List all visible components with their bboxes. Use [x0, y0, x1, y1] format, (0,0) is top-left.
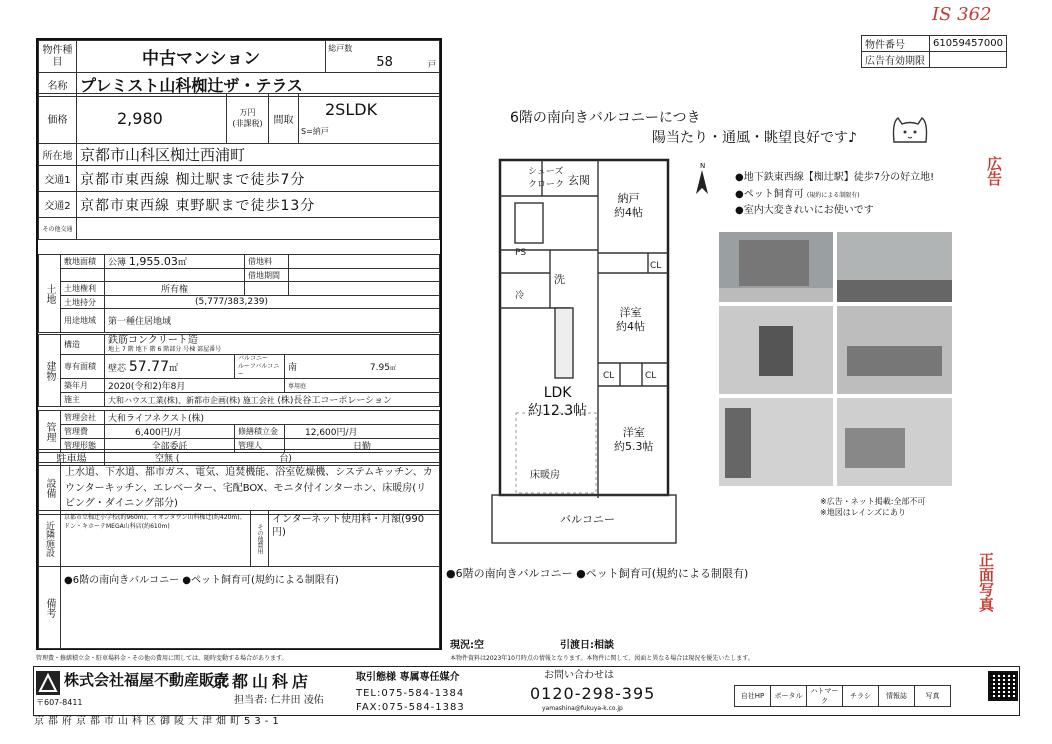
manager: 日勤 — [285, 439, 440, 453]
fp-western2-label: 洋室 — [622, 426, 645, 439]
property-details-panel — [36, 38, 442, 650]
balcony-label: バルコニー — [238, 355, 269, 362]
seller: 大和ハウス工業(株)、新都市企画(株) — [108, 396, 241, 406]
fp-western-2 — [614, 426, 654, 454]
fp-wash-label: 洗 — [554, 273, 565, 286]
fp-western-1 — [616, 306, 645, 334]
contact-label: お問い合わせは — [544, 670, 614, 681]
channel-magazine: 情報誌 — [879, 686, 915, 707]
fp-ps-label: PS — [515, 248, 527, 258]
building-section: 建物 — [39, 335, 61, 407]
bullet-1: ●地下鉄東西線【椥辻駅】徒歩7分の好立地! — [735, 172, 935, 183]
ad-expiry — [930, 52, 1007, 68]
total-units-label: 総戸数 — [328, 44, 353, 53]
address-label: 所在地 — [39, 144, 77, 166]
private-area-label: 専有面積 — [61, 355, 105, 379]
ad-note-1: ※広告・ネット掲載:全部不可 — [820, 497, 926, 506]
property-name: プレミスト山科椥辻ザ・テラス — [77, 73, 440, 97]
borrow-label: 借地料 — [245, 255, 289, 269]
floor-no: 6 — [157, 345, 162, 353]
postal: 〒607-8411 — [36, 698, 83, 707]
kitchen-photo — [837, 306, 952, 394]
mgmt-company: 大和ライフネクスト(株) — [105, 411, 440, 425]
land-area-unit: ㎡ — [177, 258, 187, 268]
floor-unit: 階部分 — [163, 345, 182, 353]
address: 京都市山科区椥辻西浦町 — [77, 144, 440, 166]
mgmt-form-label: 管理形態 — [61, 439, 105, 453]
parking-label: 駐車場 — [39, 450, 105, 466]
name-label: 名称 — [39, 73, 77, 97]
fee-notice: 管理費・修繕積立金・駐車場料金・その他の費用に関しては、随時変動する場合があります。 — [36, 655, 288, 662]
mgmt-fee: 6,400円/月 — [105, 425, 235, 439]
land-rights: 所有権 — [105, 282, 245, 296]
zone-label: 用途地域 — [61, 309, 105, 333]
staff: 仁井田 凌佑 — [270, 695, 324, 706]
fp-shoes-label-2: クローク — [528, 180, 565, 190]
bullet-3: ●室内大変きれいにお使いです — [735, 205, 874, 216]
price-unit: 万円 — [239, 108, 256, 118]
fp-ldk-size: 約12.3帖 — [528, 402, 588, 419]
fp-ldk — [528, 385, 587, 420]
company-logo-icon — [36, 671, 60, 695]
land-section: 土地 — [39, 255, 61, 333]
parking-value-2: 台) — [279, 454, 292, 464]
floors-below-label: 地下 — [135, 345, 148, 353]
balcony-area: 7.95 — [369, 363, 390, 374]
north-label: N — [700, 162, 706, 170]
feature-bullets — [735, 170, 934, 220]
channel-hatomark: ハトマーク — [807, 686, 843, 707]
fp-nando-size: 約4帖 — [614, 205, 643, 219]
status-current: 現況:空 — [450, 640, 484, 651]
garden-label: 専用庭 — [285, 379, 440, 393]
seller-label: 施主 — [61, 393, 105, 407]
channel-table — [734, 685, 951, 707]
remarks-text: ●6階の南向きバルコニー ●ペット飼育可(規約による制限有) — [61, 567, 440, 649]
fp-nando — [614, 192, 643, 220]
builder-label: 施工会社 — [242, 396, 275, 406]
ad-note-2: ※地図はレインズにあり — [820, 508, 907, 518]
floor-plan — [490, 158, 730, 558]
fp-floorheat: 床暖房 — [530, 470, 560, 481]
period-label: 借地期間 — [245, 269, 289, 282]
trade: 専属専任媒介 — [399, 672, 460, 683]
other-traffic-label: その他交通 — [39, 218, 77, 240]
type-label: 物件種目 — [39, 41, 77, 73]
mgmt-fee-label: 管理費 — [61, 425, 105, 439]
drawing-note: 本物件資料は2023年10月時点の情報となります。本物件に関して、図面と異なる場合は現況を優先いたします。 — [450, 655, 754, 662]
staff-label: 担当者: — [234, 695, 268, 706]
fp-fridge-label: 冷 — [515, 291, 525, 301]
struct-label: 構造 — [61, 335, 105, 355]
exterior-photo — [719, 232, 833, 302]
status-handover: 引渡日:相談 — [560, 640, 614, 651]
floors-unit: 階 — [127, 345, 134, 353]
units-suffix: 戸 — [428, 60, 436, 69]
price-note: (非課税) — [232, 118, 263, 128]
property-no: 61059457000 — [930, 36, 1007, 52]
email: yamashina@fukuya-k.co.jp — [542, 705, 623, 712]
handwritten-note-2: 正面写真 — [977, 552, 995, 612]
area-unit: ㎡ — [168, 363, 178, 374]
bath-photo — [837, 398, 952, 486]
parking-value: 空無 ( — [155, 454, 180, 464]
floors-above-label: 地上 — [108, 345, 121, 353]
struct: 鉄筋コンクリート造 — [108, 335, 198, 347]
fp-cl-label: CL — [650, 261, 662, 271]
fax: FAX:075-584-1383 — [356, 702, 465, 713]
channel-portal: ポータル — [771, 686, 807, 707]
land-area-label: 敷地面積 — [61, 255, 105, 269]
price-value: 2,980 — [77, 94, 227, 144]
area-kind: 壁芯 — [108, 363, 127, 374]
company-address: 京都府京都市山科区御陵大津畑町53-1 — [34, 716, 283, 727]
builder: (株)長谷工コーポレーション — [277, 396, 393, 407]
fp-cl-label-3: CL — [645, 371, 657, 381]
land-share: (5,777/383,239) — [105, 296, 440, 309]
private-area: 57.77 — [128, 358, 169, 375]
fp-genkan: 玄関 — [568, 174, 590, 187]
traffic1: 京都市東西線 椥辻駅まで徒歩7分 — [77, 166, 440, 192]
mgmt-form: 全部委託 — [105, 439, 235, 453]
price-label: 価格 — [39, 94, 77, 144]
bottom-bullets: ●6階の南向きバルコニー ●ペット飼育可(規約による制限有) — [446, 567, 749, 580]
facilities-label: 設備 — [39, 463, 61, 515]
cat-illustration-icon — [888, 112, 932, 148]
fp-ldk-label: LDK — [543, 385, 572, 401]
fp-western1-size: 約4帖 — [616, 319, 645, 333]
mgmt-company-label: 管理会社 — [61, 411, 105, 425]
catch-line-2: 陽当たり・通風・眺望良好です♪ — [652, 130, 857, 146]
fp-nando-label: 納戸 — [617, 192, 640, 205]
nearby-label: 近隣施設 — [39, 511, 61, 567]
room-photo — [719, 398, 833, 486]
floors-above: 7 — [121, 345, 126, 353]
fp-balcony: バルコニー — [560, 513, 615, 526]
channel-own-hp: 自社HP — [735, 686, 771, 707]
footer-company-box — [33, 666, 1020, 716]
management-section: 管理 — [39, 411, 61, 453]
freedial: 0120-298-395 — [530, 684, 656, 703]
bullet-2-note: (規約による制限有) — [806, 191, 860, 199]
other-cost-label: その他費用 — [251, 511, 269, 567]
fp-western1-label: 洋室 — [619, 306, 642, 319]
facilities-text: 上水道、下水道、都市ガス、電気、追焚機能、浴室乾燥機、システムキッチン、カウンターキッチン、エレベーター、宅配BOX、モニタ付インターホン、床暖房(リビング・ダイニング部分) — [61, 463, 440, 515]
manager-label: 管理人 — [235, 439, 285, 453]
repair-label: 修繕積立金 — [235, 425, 285, 439]
handwritten-note: 広告 — [985, 156, 1003, 186]
branch-name: 京都山科店 — [212, 672, 313, 691]
living-photo — [719, 306, 833, 394]
layout-value: 2SLDK — [325, 100, 378, 119]
traffic1-label: 交通1 — [39, 166, 77, 192]
balcony-dir: 南 — [288, 363, 298, 374]
property-no-label: 物件番号 — [862, 36, 930, 52]
room-no-label: 号棟 部屋番号 — [183, 345, 222, 353]
nearby-text: 京都市立椥辻小学校(約960m)、イオンタウン山科椥辻(約420m)、ドン・キホーテMEGA山科店(約610m) — [61, 511, 251, 567]
floors-below-unit: 階 — [149, 345, 156, 353]
share-label: 土地持分 — [61, 296, 105, 309]
fp-cl-label-2: CL — [603, 371, 615, 381]
layout-note: S=納戸 — [301, 127, 329, 136]
property-type: 中古マンション — [76, 41, 325, 73]
trade-label: 取引態様 — [356, 672, 396, 683]
fp-western2-size: 約5.3帖 — [614, 439, 654, 453]
fp-shoes-label: シューズ — [528, 167, 564, 177]
tel: TEL:075-584-1384 — [356, 688, 465, 699]
channel-photo: 写真 — [915, 686, 951, 707]
total-units: 58 — [376, 55, 393, 70]
other-cost: インターネット使用料・月額(990円) — [269, 511, 440, 567]
built-date: 2020(令和2)年8月 — [105, 379, 285, 393]
traffic2-label: 交通2 — [39, 192, 77, 218]
traffic2: 京都市東西線 東野駅まで徒歩13分 — [77, 192, 440, 218]
built-label: 築年月 — [61, 379, 105, 393]
view-photo — [837, 232, 952, 302]
bullet-2: ●ペット飼育可 — [735, 188, 804, 200]
land-area: 1,955.03 — [128, 255, 178, 268]
company-name: 株式会社福屋不動産販売 — [64, 671, 230, 689]
ad-expiry-label: 広告有効期限 — [862, 52, 930, 68]
zone: 第一種住居地域 — [105, 309, 440, 333]
ad-notes — [820, 496, 925, 518]
layout-label: 間取 — [269, 94, 299, 144]
qr-code-icon — [988, 671, 1018, 701]
land-area-kind: 公簿 — [108, 258, 127, 268]
catch-line-1: 6階の南向きバルコニーにつき — [510, 110, 701, 126]
handwritten-number: IS 362 — [932, 4, 992, 25]
remarks-label: 備考 — [39, 567, 61, 649]
balcony-unit: ㎡ — [389, 365, 396, 373]
north-compass-icon — [688, 160, 716, 200]
repair-fee: 12,600円/月 — [285, 425, 440, 439]
channel-flyer: チラシ — [843, 686, 879, 707]
rights-label: 土地権利 — [61, 282, 105, 296]
roof-label: ルーフバルコニー — [238, 362, 280, 378]
